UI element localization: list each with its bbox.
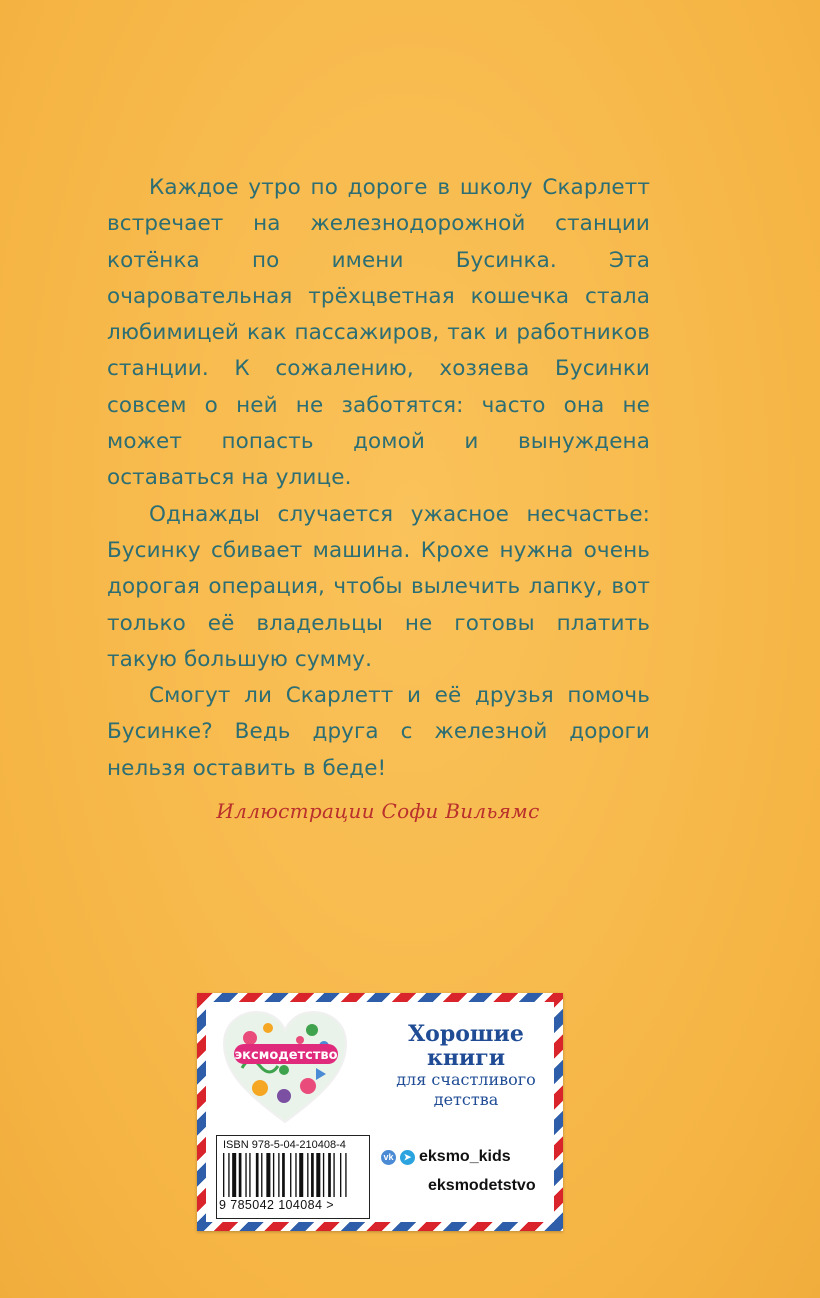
social-handle-detstvo[interactable]: eksmodetstvo [428,1177,536,1194]
isbn-label: ISBN 978-5-04-210408-4 [223,1139,346,1151]
barcode-bar [290,1153,291,1197]
slogan-line-2: книги [426,1045,506,1071]
slogan-line-4: детства [433,1090,499,1109]
publisher-slogan [376,1022,556,1110]
barcode-bar [328,1153,331,1197]
ean-digits: 9 785042 104084 > [219,1198,334,1212]
illustrator-credit: Иллюстрации Софи Вильямс [216,799,540,823]
barcode-bar [278,1153,279,1197]
barcode-bar [340,1153,341,1197]
barcode-bar [345,1153,346,1197]
barcode-bar [256,1153,259,1197]
description-paragraph-1: Каждое утро по дороге в школу Скарлетт встречает на железнодорожной станции котёнка по имени Бусинка. Эта очаровательная трёхцветная кошечка стала любимицей как пассажиров, так и работников станции. К сожалению, хозяева Бусинки совсем о ней не заботятся: часто она не может попасть домой и вынуждена оставаться на улице. [107,175,650,491]
logo-wordmark: эксмодетство [234,1048,338,1063]
barcode-bar [307,1153,308,1197]
barcode-bar [282,1153,285,1197]
barcode-bar [228,1153,229,1197]
postcard-body [206,1002,554,1222]
barcode-bar [323,1153,324,1197]
barcode-bar [245,1153,246,1197]
publisher-postcard [197,993,563,1231]
heart-logo-icon [220,1008,350,1126]
telegram-icon[interactable]: ➤ [400,1150,415,1165]
barcode-bar [295,1153,296,1197]
barcode-bar [266,1153,270,1197]
barcode-bar [249,1153,250,1197]
barcode-bar [316,1153,320,1197]
social-handle-kids[interactable]: eksmo_kids [419,1148,511,1165]
barcode-bar [261,1153,262,1197]
slogan-line-1: Хорошие [408,1021,524,1047]
publisher-logo [220,1008,350,1126]
barcode-bar [239,1153,242,1197]
description-paragraph-3: Смогут ли Скарлетт и её друзья помочь Бусинке? Ведь друга с железной дороги нельзя оставить в беде! [107,683,650,781]
barcode-bar [273,1153,274,1197]
social-row-kids [381,1148,511,1166]
barcode-block [216,1135,370,1219]
barcode-bar [333,1153,334,1197]
barcode-bar [232,1153,236,1197]
barcode-bar [311,1153,314,1197]
slogan-line-3: для счастливого [396,1070,536,1089]
book-description [107,170,650,787]
barcode-bar [223,1153,224,1197]
barcode-bar [299,1153,303,1197]
description-paragraph-2: Однажды случается ужасное несчастье: Бусинку сбивает машина. Крохе нужна очень дорогая операция, чтобы вылечить лапку, вот только её владельцы не готовы платить такую большую сумму. [107,501,650,672]
vk-icon[interactable]: vk [381,1150,396,1165]
barcode-icon [221,1153,365,1197]
